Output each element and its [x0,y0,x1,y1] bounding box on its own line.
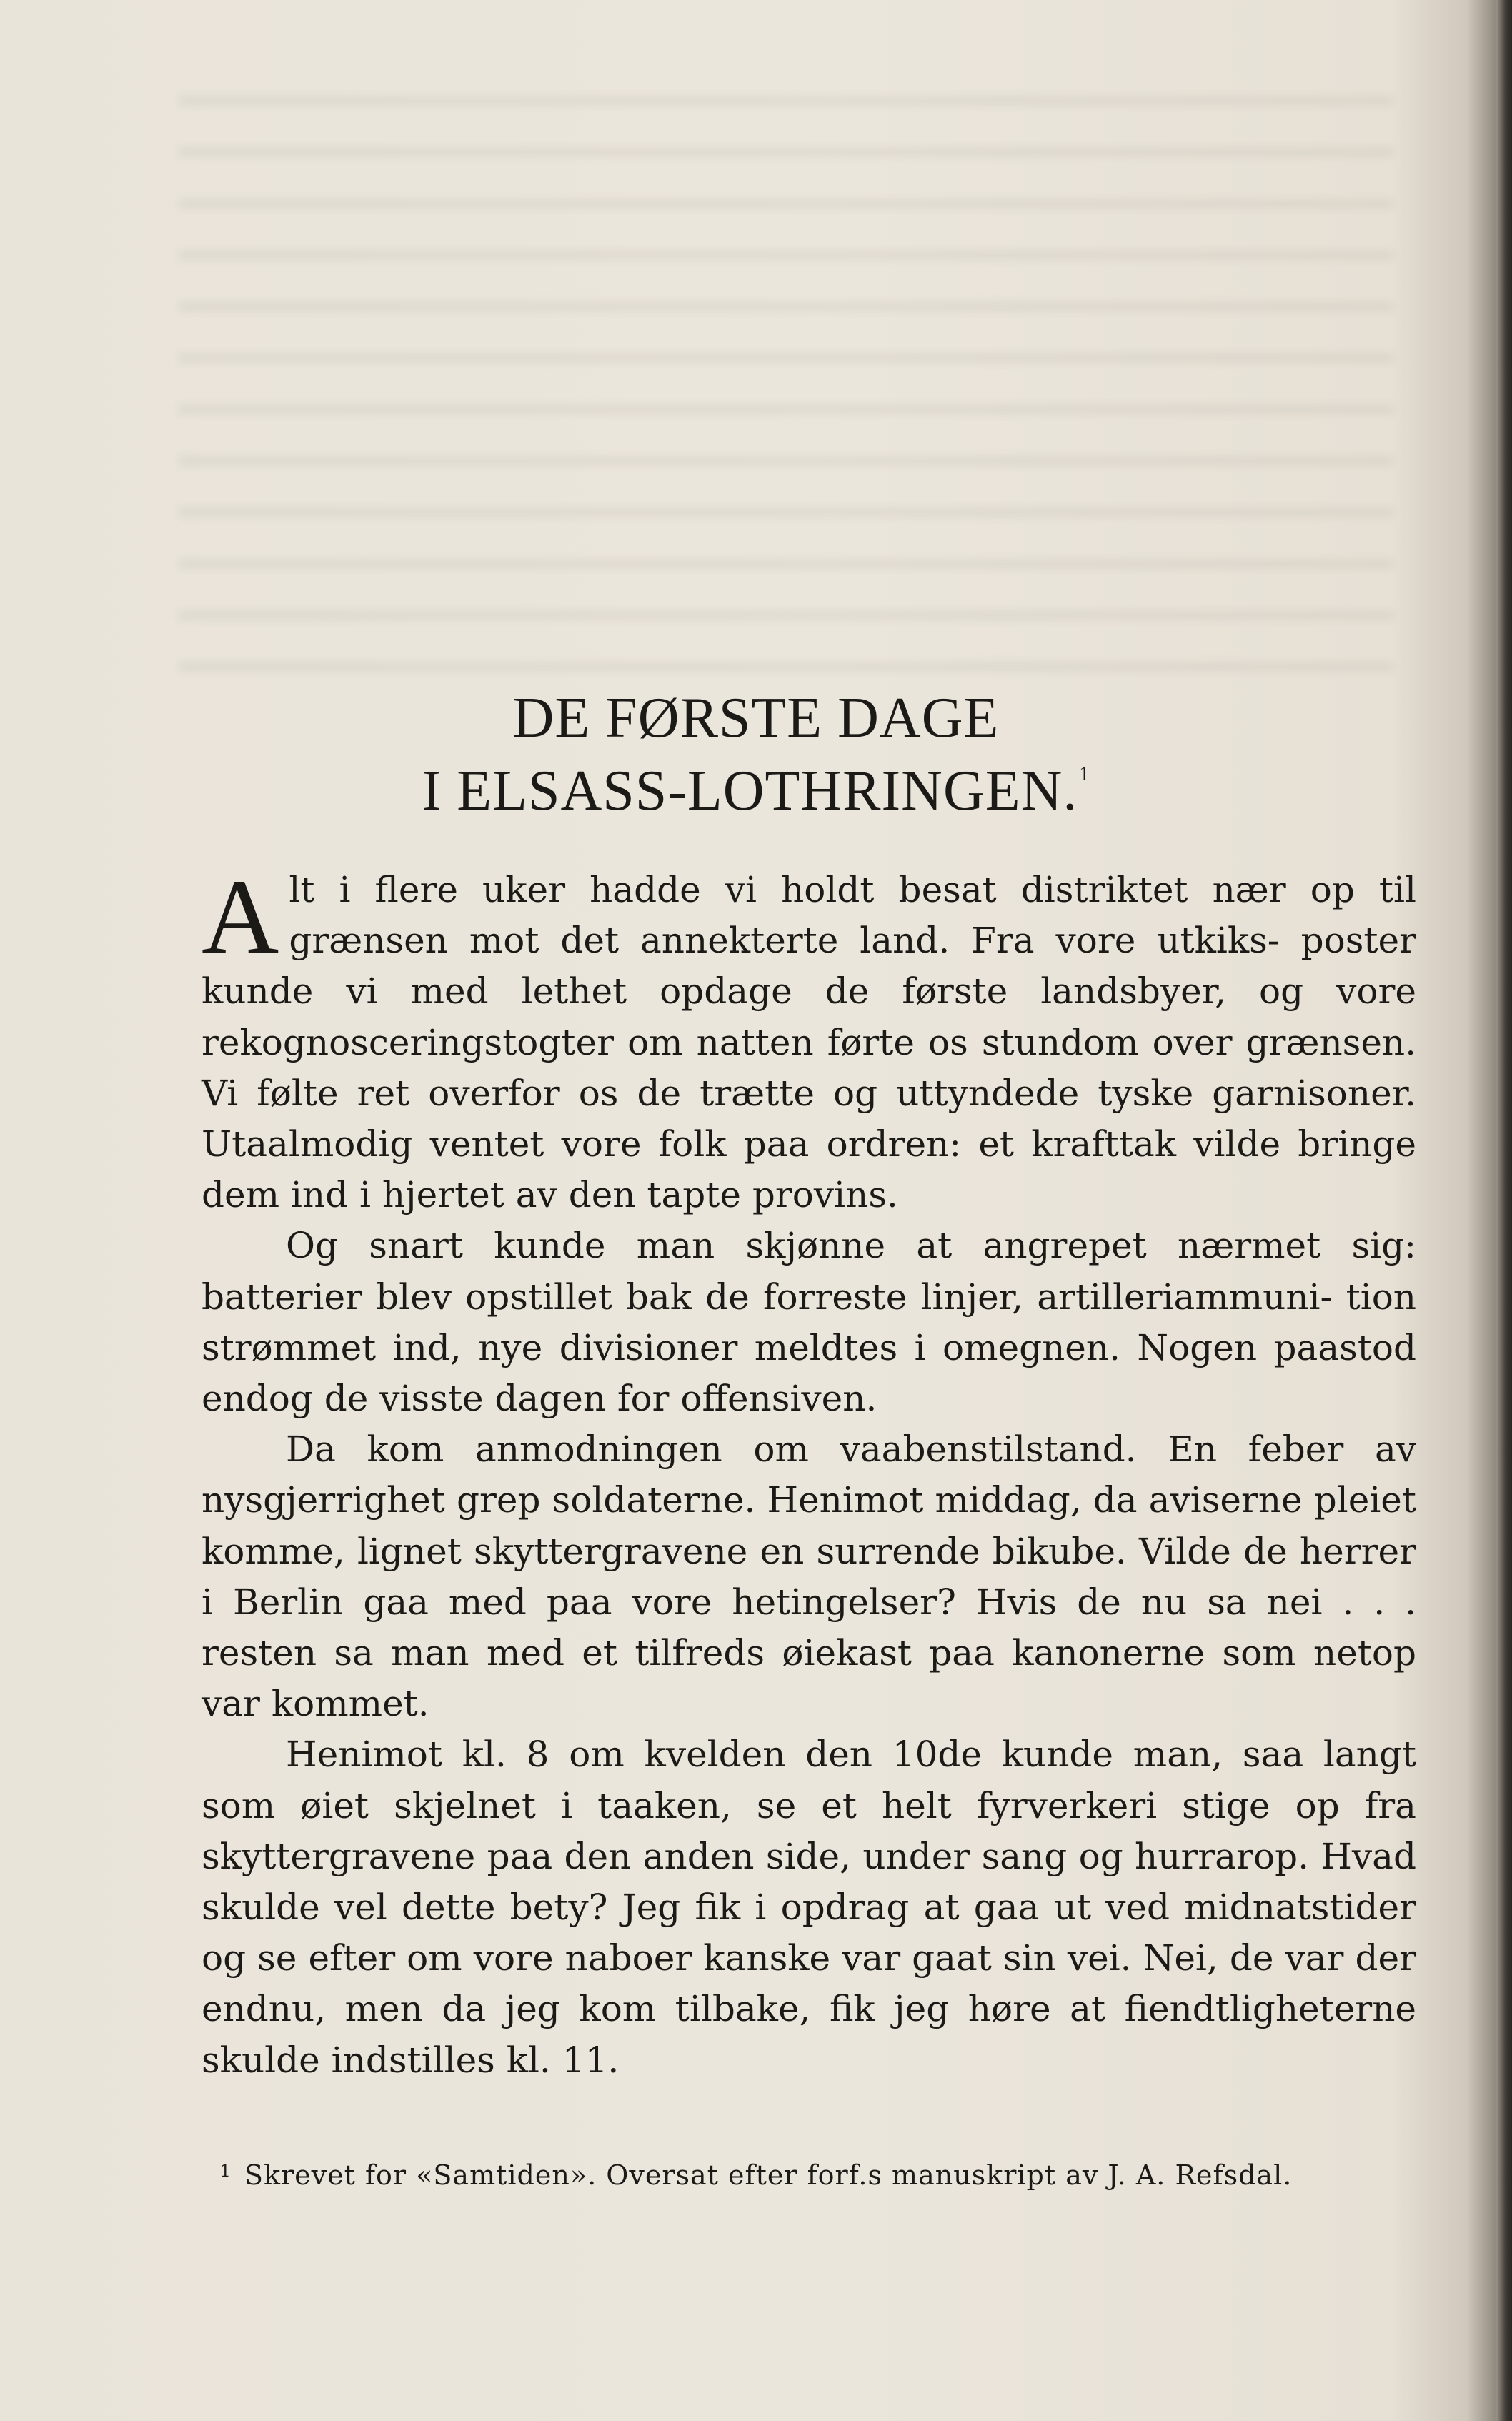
chapter-title-line-2 [0,759,1512,824]
drop-cap: A [202,857,279,976]
page-edge [1496,0,1512,2421]
footnote [0,2159,1512,2191]
chapter-title-line-2-text: I ELSASS-LOTHRINGEN. [422,760,1078,822]
paragraph-4: Henimot kl. 8 om kvelden den 10de kunde man, saa langt som øiet skjelnet i taaken, se et helt fyrverkeri stige op fra skyttergravene paa den anden side, under sang og hurrarop. Hvad skulde vel dette bety? Jeg fik i opdrag at gaa ut ved midnatstider og se efter om vore naboer kanske var gaat sin vei. Nei, de var der endnu, men da jeg kom tilbake, fik jeg høre at fiendtligheterne skulde indstilles kl. 11. [202,1734,1416,2081]
paragraph-2: Og snart kunde man skjønne at angrepet nærmet sig: batterier blev opstillet bak de forreste linjer, artilleriammuni- tion strømmet ind, nye divisioner meldtes i omegnen. Nogen paastod endog de visste dagen for offensiven. [202,1225,1416,1420]
paragraph-1 [202,857,1416,1221]
paragraph-1-text: lt i flere uker hadde vi holdt besat distriktet nær op til grænsen mot det annekterte land. Fra vore utkiks- poster kunde vi med lethet opdage de første landsbyer, og vore rekognosceringstogter om natten førte os stundom over grænsen. Vi følte ret overfor os de trætte og uttyndede tyske garnisoner. Utaalmodig ventet vore folk paa ordren: et krafttak vilde bringe dem ind i hjertet av den tapte provins. [202,869,1416,1216]
footnote-text: Skrevet for «Samtiden». Oversat efter forf.s manuskript av J. A. Refsdal. [244,2159,1293,2191]
chapter-title-line-1 [0,686,1512,751]
paragraph-3: Da kom anmodningen om vaabenstilstand. En feber av nysgjerrighet grep soldaterne. Henimot middag, da aviserne pleiet komme, lignet skyttergravene en surrende bikube. Vilde de herrer i Berlin gaa med paa vore hetingelser? Hvis de nu sa nei . . . resten sa man med et tilfreds øiekast paa kanonerne som netop var kommet. [202,1428,1416,1725]
footnote-marker: 1 [219,2161,232,2181]
footnote-reference: 1 [1079,763,1090,785]
chapter-title-line-1-text: DE FØRSTE DAGE [512,687,1000,750]
chapter-body [202,857,1416,2086]
show-through-text [179,86,1393,672]
